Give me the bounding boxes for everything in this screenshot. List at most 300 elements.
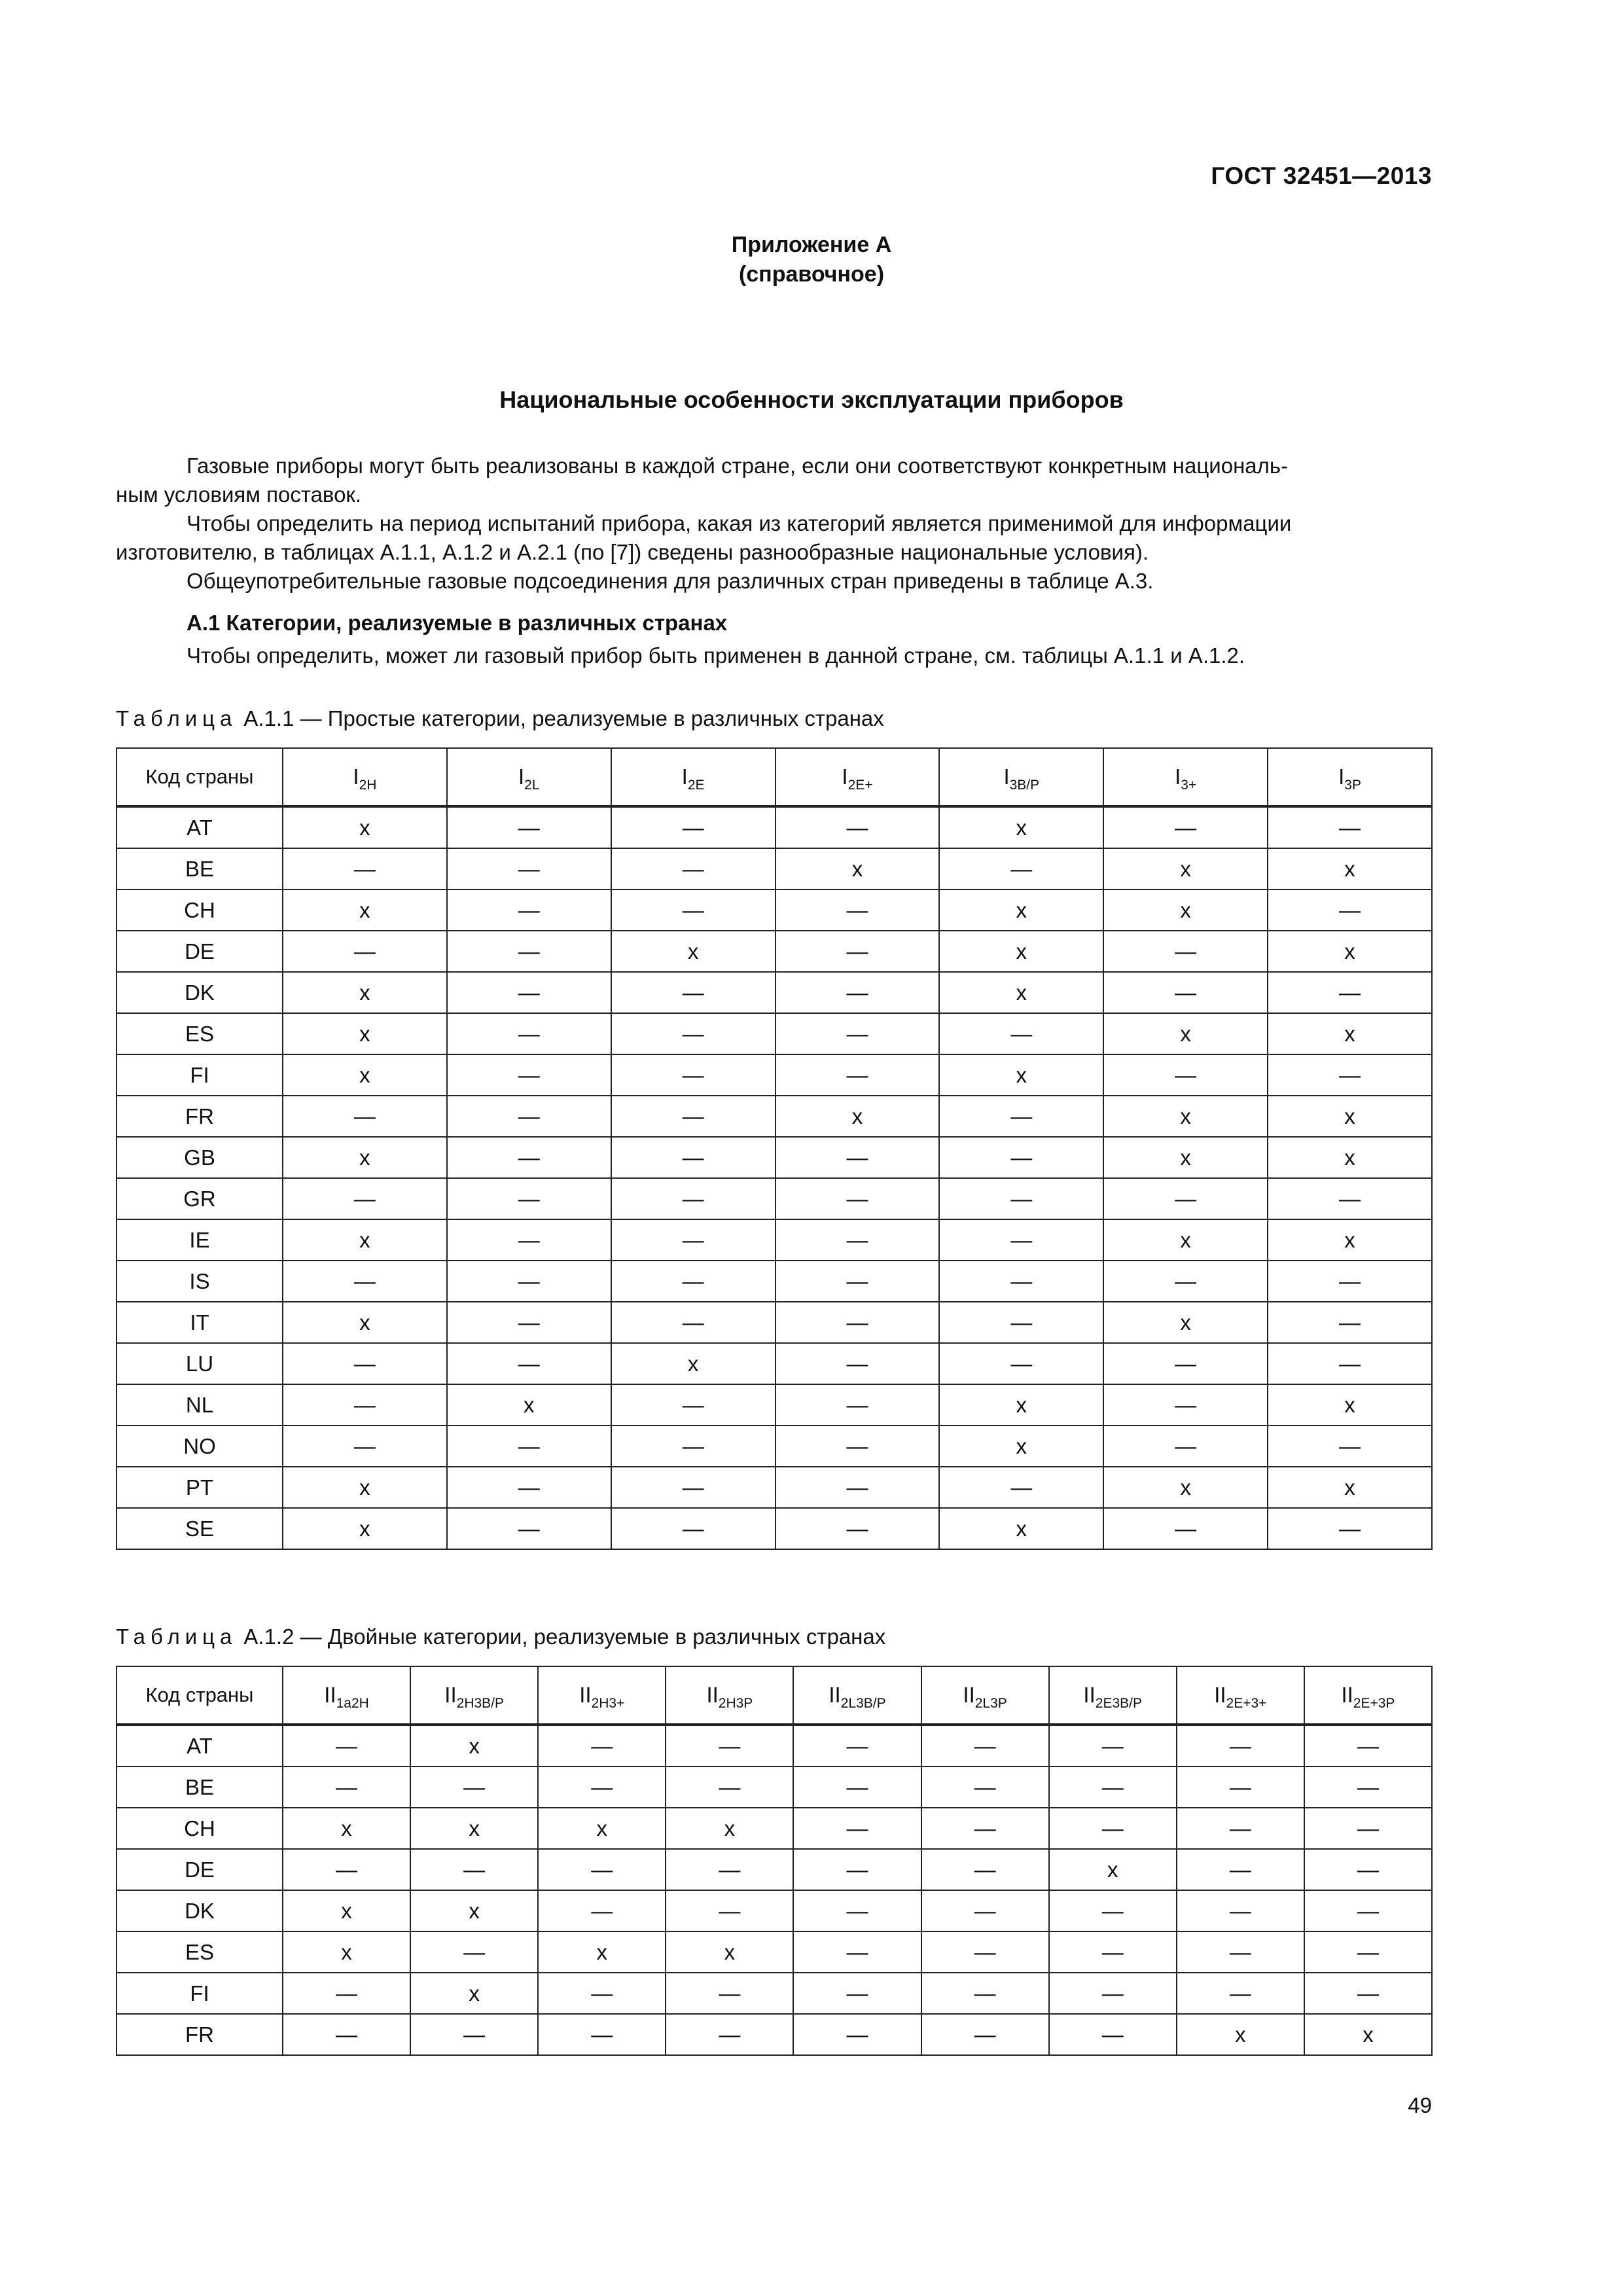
category-cell: x — [1103, 1096, 1268, 1137]
table-row — [116, 1931, 1432, 1973]
category-cell: — — [1103, 1384, 1268, 1426]
category-cell: — — [1268, 889, 1432, 931]
table-row — [116, 806, 1432, 848]
category-cell: — — [939, 1096, 1103, 1137]
column-header-label: I — [681, 764, 688, 789]
category-cell: x — [410, 1808, 538, 1849]
table2-caption-word: Таблица — [116, 1624, 238, 1649]
table-row — [116, 848, 1432, 889]
category-cell: x — [939, 972, 1103, 1013]
column-header-subscript: 2L3B/P — [840, 1696, 886, 1711]
category-cell: — — [1177, 1767, 1304, 1808]
category-cell: — — [447, 972, 611, 1013]
category-cell: — — [538, 2014, 666, 2055]
column-header-category — [1103, 748, 1268, 806]
category-cell: — — [611, 1013, 776, 1054]
category-cell: — — [611, 848, 776, 889]
column-header-label: II — [1341, 1683, 1353, 1707]
category-cell: x — [1103, 1013, 1268, 1054]
category-cell: x — [283, 1137, 447, 1178]
category-cell: — — [1268, 1302, 1432, 1343]
country-code-cell: PT — [116, 1467, 283, 1508]
category-cell: — — [776, 1384, 940, 1426]
category-cell: — — [939, 1467, 1103, 1508]
category-cell: x — [776, 1096, 940, 1137]
category-cell: — — [776, 1426, 940, 1467]
category-cell: — — [611, 1219, 776, 1261]
category-cell: — — [447, 806, 611, 848]
category-cell: x — [611, 1343, 776, 1384]
category-cell: — — [776, 1054, 940, 1096]
category-cell: — — [793, 1931, 921, 1973]
category-cell: x — [1049, 1849, 1177, 1890]
column-header-label: II — [1214, 1683, 1226, 1707]
category-cell: x — [410, 1725, 538, 1767]
country-code-cell: ES — [116, 1013, 283, 1054]
category-cell: x — [283, 1219, 447, 1261]
category-cell: x — [611, 931, 776, 972]
category-cell: x — [939, 1054, 1103, 1096]
category-cell: — — [611, 1096, 776, 1137]
category-cell: — — [793, 1808, 921, 1849]
category-cell: x — [1103, 1302, 1268, 1343]
category-cell: — — [410, 1931, 538, 1973]
category-cell: — — [538, 1890, 666, 1931]
category-cell: x — [1268, 1137, 1432, 1178]
category-cell: — — [921, 1725, 1049, 1767]
category-cell: — — [939, 1013, 1103, 1054]
category-cell: — — [776, 1178, 940, 1219]
table2-header-row — [116, 1666, 1432, 1725]
category-cell: — — [921, 1808, 1049, 1849]
category-cell: — — [611, 1508, 776, 1549]
category-cell: — — [1049, 1890, 1177, 1931]
category-cell: — — [1177, 1931, 1304, 1973]
category-cell: — — [939, 1137, 1103, 1178]
table-row — [116, 1808, 1432, 1849]
table-row — [116, 1384, 1432, 1426]
column-header-category — [538, 1666, 666, 1725]
category-cell: — — [447, 1467, 611, 1508]
category-cell: — — [776, 931, 940, 972]
category-cell: — — [283, 848, 447, 889]
table1-caption — [116, 706, 884, 731]
country-code-cell: CH — [116, 889, 283, 931]
category-cell: — — [447, 1426, 611, 1467]
category-cell: x — [939, 1508, 1103, 1549]
country-code-cell: SE — [116, 1508, 283, 1549]
category-cell: — — [1103, 1508, 1268, 1549]
category-cell: x — [283, 1890, 410, 1931]
category-cell: x — [939, 1426, 1103, 1467]
country-code-cell: IS — [116, 1261, 283, 1302]
category-cell: x — [1268, 1467, 1432, 1508]
column-header-subscript: 2E+ — [847, 778, 873, 793]
category-cell: — — [776, 1219, 940, 1261]
table1-header-row — [116, 748, 1432, 806]
country-code-cell: GR — [116, 1178, 283, 1219]
category-cell: x — [1268, 848, 1432, 889]
category-cell: — — [538, 1973, 666, 2014]
column-header-label: Код страны — [145, 765, 254, 788]
category-cell: — — [410, 2014, 538, 2055]
column-header-category — [666, 1666, 793, 1725]
category-cell: — — [1268, 1261, 1432, 1302]
paragraph-2-line-1: Чтобы определить на период испытаний прибора, какая из категорий является применимой для информации — [187, 511, 1292, 535]
category-cell: x — [1268, 1219, 1432, 1261]
country-code-cell: IE — [116, 1219, 283, 1261]
category-cell: x — [1103, 889, 1268, 931]
category-cell: — — [447, 931, 611, 972]
table-row — [116, 931, 1432, 972]
table-row — [116, 1343, 1432, 1384]
column-header-subscript: 3B/P — [1009, 778, 1040, 793]
category-cell: — — [939, 1343, 1103, 1384]
column-header-label: I — [1338, 764, 1345, 789]
category-cell: — — [1304, 1808, 1432, 1849]
table2-caption — [116, 1624, 885, 1649]
column-header-subscript: 2H3+ — [591, 1696, 625, 1711]
category-cell: — — [283, 1973, 410, 2014]
category-cell: — — [921, 1973, 1049, 2014]
category-cell: — — [611, 1178, 776, 1219]
category-cell: — — [283, 1178, 447, 1219]
column-header-subscript: 2E+3P — [1353, 1696, 1395, 1711]
category-cell: — — [776, 1467, 940, 1508]
column-header-category — [447, 748, 611, 806]
category-cell: x — [538, 1808, 666, 1849]
country-code-cell: DE — [116, 931, 283, 972]
column-header-category — [1304, 1666, 1432, 1725]
category-cell: — — [447, 1343, 611, 1384]
category-cell: x — [283, 889, 447, 931]
subsection-text: Чтобы определить, может ли газовый прибор быть применен в данной стране, см. таблицы А.1.1 и А.1.2. — [187, 643, 1245, 668]
country-code-cell: BE — [116, 1767, 283, 1808]
category-cell: x — [410, 1890, 538, 1931]
category-cell: x — [1304, 2014, 1432, 2055]
category-cell: — — [939, 1219, 1103, 1261]
category-cell: — — [1304, 1767, 1432, 1808]
column-header-category — [793, 1666, 921, 1725]
table-row — [116, 1013, 1432, 1054]
category-cell: — — [447, 1178, 611, 1219]
category-cell: — — [1177, 1725, 1304, 1767]
category-cell: — — [1304, 1890, 1432, 1931]
table-row — [116, 2014, 1432, 2055]
country-code-cell: FR — [116, 2014, 283, 2055]
table-row — [116, 889, 1432, 931]
category-cell: x — [1268, 1013, 1432, 1054]
table-row — [116, 1096, 1432, 1137]
category-cell: x — [939, 1384, 1103, 1426]
category-cell: — — [1177, 1808, 1304, 1849]
category-cell: — — [611, 1302, 776, 1343]
category-cell: — — [1268, 806, 1432, 848]
category-cell: — — [793, 1890, 921, 1931]
category-cell: x — [283, 1013, 447, 1054]
column-header-country-code — [116, 1666, 283, 1725]
category-cell: — — [1268, 1178, 1432, 1219]
category-cell: — — [447, 1013, 611, 1054]
category-cell: — — [939, 1302, 1103, 1343]
table-row — [116, 1467, 1432, 1508]
column-header-category — [283, 1666, 410, 1725]
category-cell: — — [283, 1261, 447, 1302]
country-code-cell: LU — [116, 1343, 283, 1384]
category-cell: — — [1177, 1890, 1304, 1931]
category-cell: — — [793, 1849, 921, 1890]
paragraph-1 — [116, 452, 1433, 509]
standard-code: ГОСТ 32451—2013 — [1211, 162, 1432, 189]
column-header-category — [611, 748, 776, 806]
category-cell: — — [1103, 1426, 1268, 1467]
country-code-cell: CH — [116, 1808, 283, 1849]
category-cell: — — [666, 2014, 793, 2055]
column-header-subscript: 2H — [359, 778, 377, 793]
category-cell: — — [538, 1767, 666, 1808]
category-cell: — — [447, 1219, 611, 1261]
category-cell: x — [1268, 1096, 1432, 1137]
category-cell: — — [921, 2014, 1049, 2055]
category-cell: — — [776, 1508, 940, 1549]
category-cell: — — [611, 889, 776, 931]
column-header-label: I — [518, 764, 525, 789]
column-header-subscript: 1a2H — [336, 1696, 369, 1711]
section-title: Национальные особенности эксплуатации приборов — [499, 386, 1124, 413]
category-cell: — — [1304, 1931, 1432, 1973]
category-cell: — — [611, 1261, 776, 1302]
category-cell: — — [1268, 972, 1432, 1013]
column-header-label: II — [829, 1683, 841, 1707]
category-cell: — — [1049, 1725, 1177, 1767]
category-cell: — — [776, 889, 940, 931]
table-row — [116, 1890, 1432, 1931]
column-header-label: I — [1003, 764, 1010, 789]
column-header-category — [1049, 1666, 1177, 1725]
appendix-title: Приложение А — [731, 232, 892, 257]
category-cell: — — [666, 1767, 793, 1808]
column-header-subscript: 2H3B/P — [456, 1696, 505, 1711]
category-cell: x — [283, 1931, 410, 1973]
column-header-label: I — [353, 764, 359, 789]
table-row — [116, 1725, 1432, 1767]
category-cell: x — [283, 972, 447, 1013]
column-header-country-code — [116, 748, 283, 806]
appendix-subtitle: (справочное) — [738, 262, 885, 287]
category-cell: x — [283, 1302, 447, 1343]
category-cell: x — [1103, 848, 1268, 889]
country-code-cell: BE — [116, 848, 283, 889]
category-cell: — — [921, 1890, 1049, 1931]
table-row — [116, 1302, 1432, 1343]
category-cell: — — [1177, 1973, 1304, 2014]
category-cell: — — [611, 1384, 776, 1426]
category-cell: x — [1103, 1137, 1268, 1178]
category-cell: — — [939, 1261, 1103, 1302]
category-cell: — — [939, 848, 1103, 889]
category-cell: — — [1049, 1931, 1177, 1973]
category-cell: x — [410, 1973, 538, 2014]
paragraph-3: Общеупотребительные газовые подсоединения для различных стран приведены в таблице А.3. — [187, 569, 1154, 593]
category-cell: — — [1103, 972, 1268, 1013]
category-cell: — — [611, 806, 776, 848]
paragraph-2-line-2: изготовителю, в таблицах А.1.1, А.1.2 и А.2.1 (по [7]) сведены разнообразные национальные условия). — [116, 540, 1149, 564]
country-code-cell: ES — [116, 1931, 283, 1973]
category-cell: — — [1268, 1343, 1432, 1384]
table-simple-categories — [116, 747, 1433, 1550]
category-cell: — — [1304, 1725, 1432, 1767]
category-cell: x — [538, 1931, 666, 1973]
category-cell: — — [1304, 1849, 1432, 1890]
category-cell: x — [447, 1384, 611, 1426]
table-row — [116, 1137, 1432, 1178]
column-header-category — [921, 1666, 1049, 1725]
category-cell: — — [921, 1849, 1049, 1890]
category-cell: — — [1268, 1426, 1432, 1467]
category-cell: — — [447, 889, 611, 931]
column-header-label: I — [842, 764, 848, 789]
table-row — [116, 1849, 1432, 1890]
category-cell: — — [1177, 1849, 1304, 1890]
category-cell: — — [283, 1343, 447, 1384]
category-cell: x — [776, 848, 940, 889]
table-row — [116, 1973, 1432, 2014]
category-cell: x — [1268, 1384, 1432, 1426]
category-cell: — — [1103, 1054, 1268, 1096]
column-header-subscript: 3P — [1344, 778, 1361, 793]
category-cell: — — [447, 1302, 611, 1343]
category-cell: x — [1103, 1467, 1268, 1508]
category-cell: — — [283, 1725, 410, 1767]
paragraph-2 — [116, 509, 1433, 567]
country-code-cell: AT — [116, 806, 283, 848]
column-header-subscript: 2E3B/P — [1095, 1696, 1142, 1711]
category-cell: — — [447, 848, 611, 889]
column-header-subscript: 2L — [524, 778, 540, 793]
table-row — [116, 1767, 1432, 1808]
category-cell: — — [666, 1890, 793, 1931]
category-cell: — — [1103, 1343, 1268, 1384]
column-header-subscript: 3+ — [1181, 778, 1197, 793]
column-header-category — [776, 748, 940, 806]
country-code-cell: NL — [116, 1384, 283, 1426]
category-cell: — — [776, 1261, 940, 1302]
table1-caption-text: А.1.1 — Простые категории, реализуемые в различных странах — [243, 706, 884, 730]
category-cell: — — [793, 1767, 921, 1808]
table-row — [116, 1219, 1432, 1261]
column-header-subscript: 2E+3+ — [1226, 1696, 1267, 1711]
category-cell: — — [776, 1343, 940, 1384]
category-cell: — — [939, 1178, 1103, 1219]
category-cell: — — [776, 972, 940, 1013]
table-row — [116, 972, 1432, 1013]
category-cell: x — [939, 889, 1103, 931]
category-cell: — — [666, 1725, 793, 1767]
column-header-category — [1177, 1666, 1304, 1725]
subsection-heading: А.1 Категории, реализуемые в различных странах — [187, 611, 728, 635]
category-cell: — — [283, 1849, 410, 1890]
category-cell: — — [447, 1261, 611, 1302]
category-cell: — — [1103, 931, 1268, 972]
category-cell: — — [1103, 1261, 1268, 1302]
category-cell: — — [666, 1849, 793, 1890]
country-code-cell: NO — [116, 1426, 283, 1467]
category-cell: — — [1268, 1508, 1432, 1549]
category-cell: — — [283, 1767, 410, 1808]
column-header-subscript: 2L3P — [974, 1696, 1007, 1711]
country-code-cell: DE — [116, 1849, 283, 1890]
table-row — [116, 1261, 1432, 1302]
category-cell: — — [410, 1849, 538, 1890]
category-cell: x — [283, 1467, 447, 1508]
category-cell: — — [1103, 1178, 1268, 1219]
country-code-cell: FR — [116, 1096, 283, 1137]
country-code-cell: AT — [116, 1725, 283, 1767]
category-cell: x — [283, 1808, 410, 1849]
category-cell: x — [939, 806, 1103, 848]
category-cell: — — [611, 972, 776, 1013]
column-header-label: II — [324, 1683, 336, 1707]
column-header-label: II — [963, 1683, 975, 1707]
column-header-subscript: 2E — [687, 778, 705, 793]
category-cell: — — [538, 1849, 666, 1890]
column-header-label: I — [1175, 764, 1181, 789]
column-header-category — [283, 748, 447, 806]
category-cell: x — [666, 1808, 793, 1849]
category-cell: — — [1049, 1808, 1177, 1849]
appendix-heading — [0, 230, 1623, 289]
category-cell: x — [283, 1054, 447, 1096]
paragraph-1-line-1: Газовые приборы могут быть реализованы в каждой стране, если они соответствуют конкретным националь- — [187, 454, 1289, 478]
category-cell: — — [1304, 1973, 1432, 2014]
category-cell: — — [447, 1508, 611, 1549]
category-cell: — — [447, 1096, 611, 1137]
table2-caption-text: А.1.2 — Двойные категории, реализуемые в различных странах — [243, 1624, 886, 1649]
country-code-cell: FI — [116, 1054, 283, 1096]
category-cell: — — [611, 1054, 776, 1096]
category-cell: — — [611, 1426, 776, 1467]
column-header-label: Код страны — [145, 1683, 254, 1706]
country-code-cell: DK — [116, 1890, 283, 1931]
category-cell: — — [793, 1973, 921, 2014]
category-cell: — — [776, 1013, 940, 1054]
category-cell: — — [776, 806, 940, 848]
page-number: 49 — [1408, 2093, 1432, 2117]
column-header-category — [410, 1666, 538, 1725]
category-cell: — — [793, 2014, 921, 2055]
category-cell: — — [283, 1096, 447, 1137]
category-cell: — — [447, 1137, 611, 1178]
paragraph-1-line-2: ным условиям поставок. — [116, 482, 362, 507]
category-cell: — — [793, 1725, 921, 1767]
category-cell: — — [1049, 2014, 1177, 2055]
table-dual-categories — [116, 1666, 1433, 2056]
category-cell: — — [410, 1767, 538, 1808]
table-row — [116, 1426, 1432, 1467]
column-header-category — [1268, 748, 1432, 806]
column-header-category — [939, 748, 1103, 806]
category-cell: — — [611, 1467, 776, 1508]
category-cell: — — [921, 1931, 1049, 1973]
category-cell: — — [611, 1137, 776, 1178]
category-cell: x — [1177, 2014, 1304, 2055]
category-cell: — — [1103, 806, 1268, 848]
category-cell: — — [538, 1725, 666, 1767]
table-row — [116, 1508, 1432, 1549]
country-code-cell: FI — [116, 1973, 283, 2014]
column-header-label: II — [1083, 1683, 1096, 1707]
category-cell: — — [283, 1384, 447, 1426]
